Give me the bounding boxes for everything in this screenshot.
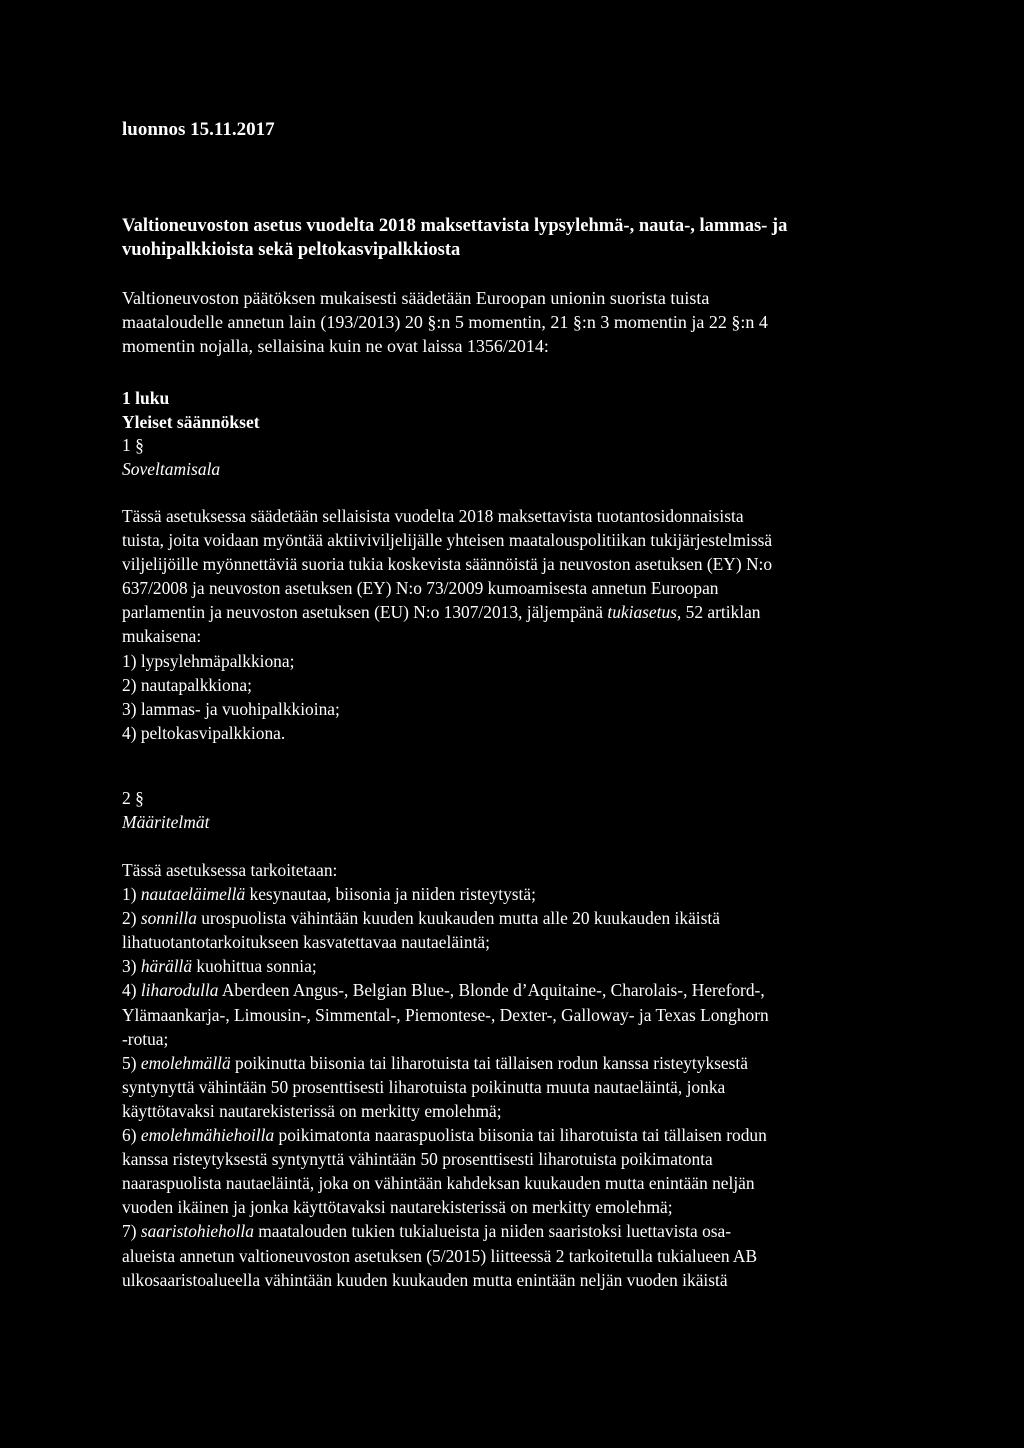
chapter-heading xyxy=(122,386,260,434)
item-number: 6) xyxy=(122,1125,141,1146)
section-1-body xyxy=(122,504,902,745)
item-number: 3) xyxy=(122,956,141,977)
paragraph-line xyxy=(122,600,902,624)
section-number: 2 § xyxy=(122,788,144,808)
paragraph-line: mukaisena: xyxy=(122,626,202,647)
draft-date-label: luonnos 15.11.2017 xyxy=(122,119,275,140)
definition-continuation: naaraspuolista nautaeläintä, joka on vähintään kahdeksan kuukauden mutta enintään neljän xyxy=(122,1173,755,1194)
item-number: 5) xyxy=(122,1052,141,1073)
paragraph-line: tuista, joita voidaan myöntää aktiiviviljelijälle yhteisen maatalouspolitiikan tukijärjestelmissä xyxy=(122,530,773,551)
definition-item xyxy=(122,954,902,978)
definition-item xyxy=(122,978,902,1002)
defined-term: emolehmähiehoilla xyxy=(140,1125,275,1146)
definition-continuation: ulkosaaristoalueella vähintään kuuden kuukauden mutta enintään neljän vuoden ikäistä xyxy=(122,1269,728,1290)
title-line: vuohipalkkioista sekä peltokasvipalkkiosta xyxy=(122,240,461,260)
preamble-line: maataloudelle annetun lain (193/2013) 20 §:n 5 momentin, 21 §:n 3 momentin ja 22 §:n 4 xyxy=(122,312,768,333)
text-run: Aberdeen Angus-, Belgian Blue-, Blonde d’Aquitaine-, Charolais-, Hereford-, xyxy=(218,980,765,1001)
list-item: 2) nautapalkkiona; xyxy=(122,674,252,695)
text-run: parlamentin ja neuvoston asetuksen (EU) N:o 1307/2013, jäljempänä xyxy=(122,602,608,623)
text-run: kuohittua sonnia; xyxy=(192,956,317,977)
defined-term: emolehmällä xyxy=(140,1052,231,1073)
chapter-number: 1 luku xyxy=(122,388,170,408)
preamble-line: Valtioneuvoston päätöksen mukaisesti säädetään Euroopan unionin suorista tuista xyxy=(122,288,710,308)
chapter-title: Yleiset säännökset xyxy=(122,412,260,432)
defined-term: saaristohieholla xyxy=(140,1221,254,1242)
item-number: 7) xyxy=(122,1221,141,1242)
definition-continuation: Ylämaankarja-, Limousin-, Simmental-, Piemontese-, Dexter-, Galloway- ja Texas Longhorn xyxy=(122,1004,769,1025)
section-2-heading xyxy=(122,786,210,834)
definition-item xyxy=(122,1051,902,1075)
definition-item xyxy=(122,906,902,930)
definition-continuation: -rotua; xyxy=(122,1028,169,1049)
definition-continuation: lihatuotantotarkoitukseen kasvatettavaa nautaeläintä; xyxy=(122,932,490,953)
section-number: 1 § xyxy=(122,435,144,455)
item-number: 1) xyxy=(122,884,141,905)
preamble-line: momentin nojalla, sellaisina kuin ne ovat laissa 1356/2014: xyxy=(122,336,549,357)
list-item: 1) lypsylehmäpalkkiona; xyxy=(122,650,295,671)
list-item: 4) peltokasvipalkkiona. xyxy=(122,722,286,743)
definition-item xyxy=(122,882,902,906)
section-title: Määritelmät xyxy=(122,812,210,832)
definition-continuation: alueista annetun valtioneuvoston asetuksen (5/2015) liitteessä 2 tarkoitetulla tukialueen AB xyxy=(122,1245,758,1266)
defined-term: sonnilla xyxy=(140,908,197,929)
definition-item xyxy=(122,1219,902,1243)
list-item: 3) lammas- ja vuohipalkkioina; xyxy=(122,698,340,719)
text-run: poikinutta biisonia tai liharotuista tai tällaisen rodun kanssa risteytyksestä xyxy=(230,1052,748,1073)
definition-continuation: vuoden ikäinen ja jonka käyttötavaksi nautarekisterissä on merkitty emolehmä; xyxy=(122,1197,673,1218)
item-number: 4) xyxy=(122,980,141,1001)
document-title xyxy=(122,214,892,262)
paragraph-line: Tässä asetuksessa säädetään sellaisista vuodelta 2018 maksettavista tuotantosidonnaisista xyxy=(122,506,744,526)
title-line: Valtioneuvoston asetus vuodelta 2018 maksettavista lypsylehmä-, nauta-, lammas- ja xyxy=(122,216,788,236)
item-number: 2) xyxy=(122,908,141,929)
defined-term: nautaeläimellä xyxy=(140,884,246,905)
defined-term: tukiasetus, xyxy=(607,602,682,623)
text-run: poikimatonta naaraspuolista biisonia tai liharotuista tai tällaisen rodun xyxy=(274,1125,767,1146)
definition-item xyxy=(122,1123,902,1147)
paragraph-line: viljelijöille myönnettäviä suoria tukia koskevista säännöistä ja neuvoston asetuksen (EY) N:o xyxy=(122,554,773,575)
paragraph-line: Tässä asetuksessa tarkoitetaan: xyxy=(122,860,338,880)
defined-term: liharodulla xyxy=(140,980,219,1001)
text-run: urospuolista vähintään kuuden kuukauden mutta alle 20 kuukauden ikäistä xyxy=(196,908,720,929)
section-title: Soveltamisala xyxy=(122,459,221,479)
section-2-body xyxy=(122,858,902,1292)
defined-term: härällä xyxy=(140,956,193,977)
paragraph-line: 637/2008 ja neuvoston asetuksen (EY) N:o 73/2009 kumoamisesta annetun Euroopan xyxy=(122,578,719,599)
preamble xyxy=(122,286,902,359)
text-run: 52 artiklan xyxy=(681,602,761,623)
section-1-heading xyxy=(122,433,220,481)
definition-continuation: kanssa risteytyksestä syntynyttä vähintään 50 prosenttisesti liharotuista poikimatonta xyxy=(122,1149,713,1170)
text-run: maatalouden tukien tukialueista ja niiden saaristoksi luettavista osa- xyxy=(253,1221,732,1242)
definition-continuation: syntynyttä vähintään 50 prosenttisesti liharotuista poikinutta muuta nautaeläintä, jonka xyxy=(122,1076,726,1097)
text-run: kesynautaa, biisonia ja niiden risteytystä; xyxy=(245,884,536,905)
definition-continuation: käyttötavaksi nautarekisterissä on merkitty emolehmä; xyxy=(122,1100,502,1121)
